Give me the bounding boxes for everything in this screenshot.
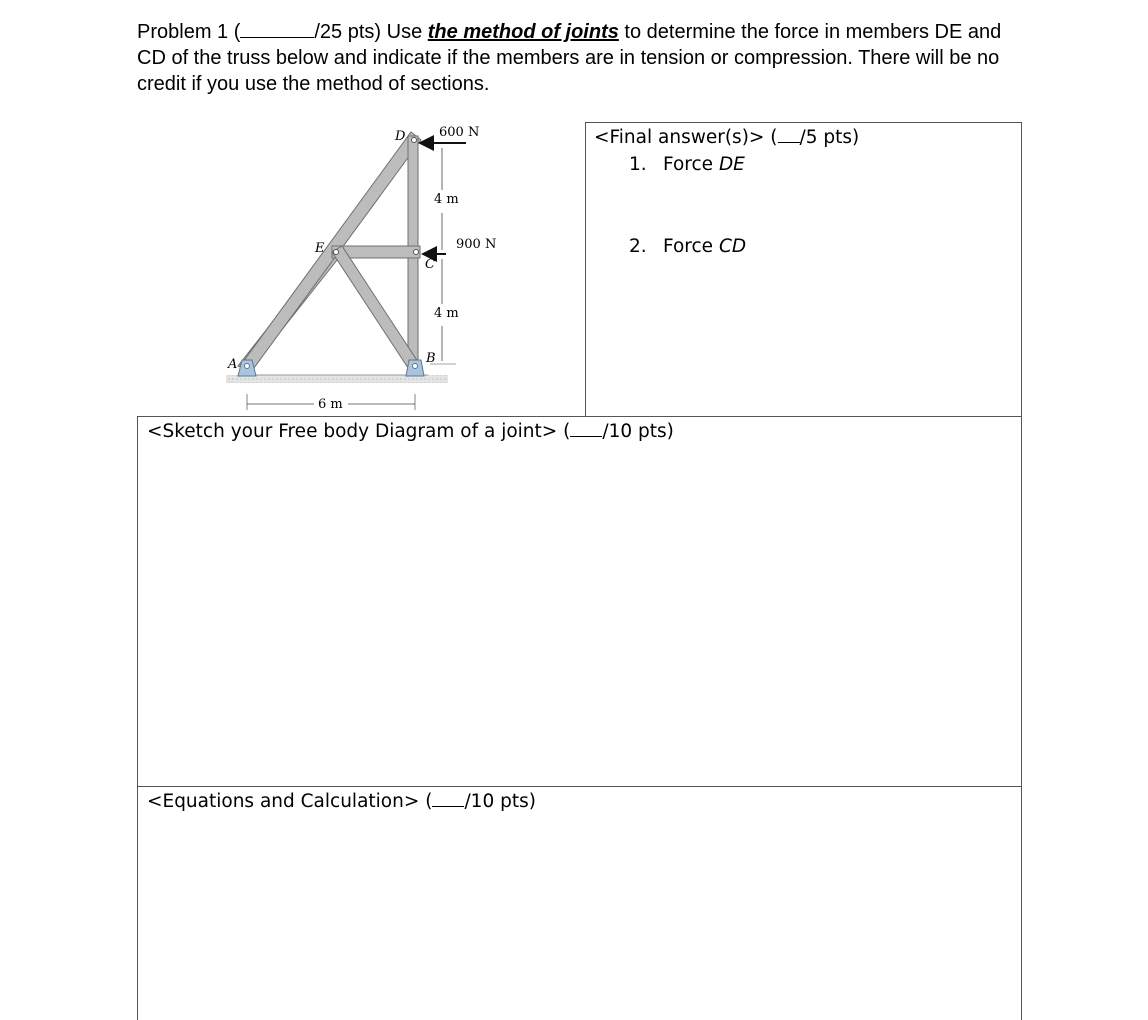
label-joint-c: C [425,257,435,272]
equations-top-border [137,786,1022,787]
answer-item-de-var: DE [718,154,745,175]
problem-prefix: Problem 1 ( [137,21,241,43]
problem-score-blank[interactable] [240,19,314,38]
sketch-score-blank[interactable] [570,421,602,437]
answer-item-cd-var: CD [718,236,747,257]
pin-d [412,138,417,143]
truss-members [238,132,422,374]
answer-item-cd-text: Force [663,236,719,257]
right-border-upper [1021,122,1022,1020]
final-answer-top-border [585,122,1022,123]
label-joint-d: D [395,129,406,144]
method-emphasis: the method of joints [427,21,619,43]
final-answer-heading [594,127,859,149]
final-answer-left-border [585,122,586,417]
pin-c [414,250,419,255]
label-load-900: 900 N [456,237,497,252]
label-load-600: 600 N [439,125,480,140]
answer-item-cd[interactable] [629,236,746,258]
label-joint-b: B [426,351,436,366]
truss-figure [220,118,510,418]
label-dim-upper: 4 m [434,192,459,207]
sketch-area[interactable] [138,446,1021,785]
answer-item-de-num: 1. [629,154,647,175]
answer-item-de-text: Force [663,154,719,175]
problem-points: /25 pts) Use [314,21,428,43]
equations-heading-start: <Equations and Calculation> ( [147,791,433,812]
problem-statement [137,19,1017,97]
label-joint-a: A [228,357,238,372]
sketch-heading-end: /10 pts) [602,421,674,442]
equations-heading-end: /10 pts) [464,791,536,812]
label-dim-lower: 4 m [434,306,459,321]
sketch-top-border [137,416,1022,417]
problem-body: to determine the force in members DE and CD of the truss below and indicate if the members are in tension or compression. There will be no credit if you use the method of sections. [137,21,1002,95]
equations-heading [147,791,536,813]
equations-area[interactable] [138,816,1021,1020]
equations-score-blank[interactable] [432,791,464,807]
answer-item-cd-num: 2. [629,236,647,257]
sketch-heading-start: <Sketch your Free body Diagram of a joint> ( [147,421,571,442]
answer-item-de[interactable] [629,154,745,176]
final-answer-heading-start: <Final answer(s)> ( [594,127,778,148]
pin-e [334,250,339,255]
final-answer-heading-end: /5 pts) [799,127,860,148]
final-answer-score-blank[interactable] [778,127,800,143]
supports [238,360,424,376]
label-dim-base: 6 m [318,397,343,412]
label-joint-e: E [315,241,325,256]
sketch-heading [147,421,674,443]
